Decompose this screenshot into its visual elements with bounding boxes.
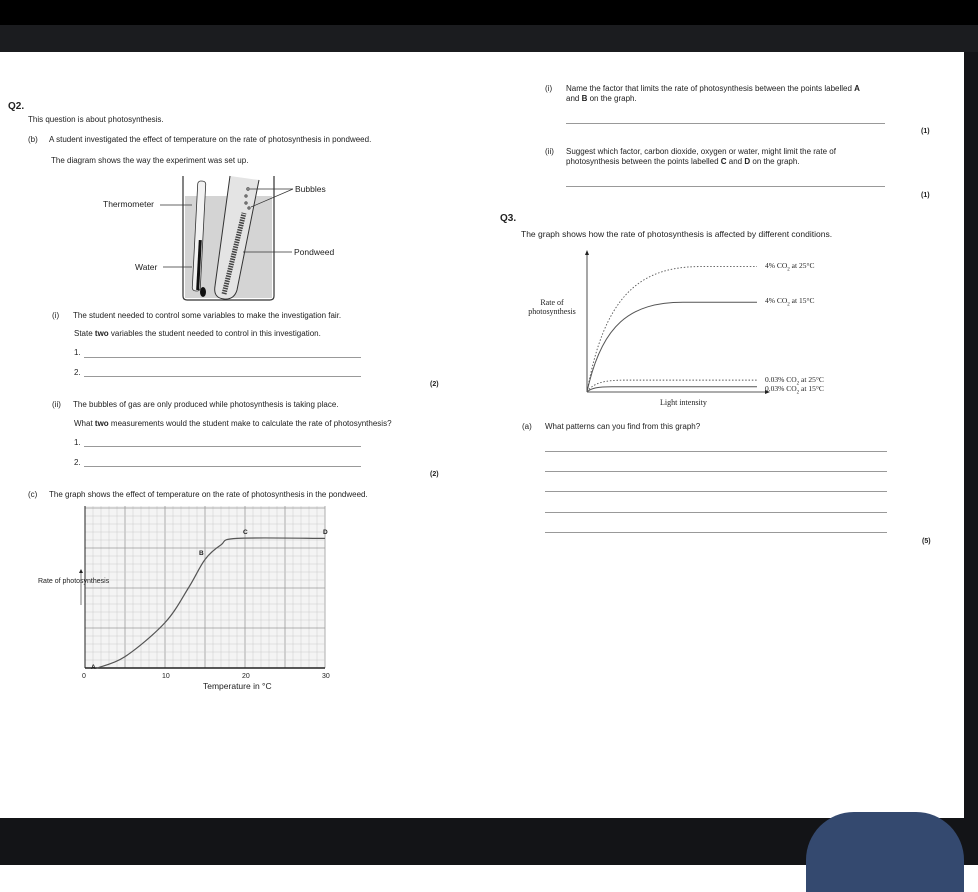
chart1-ylabel: Rate of photosynthesis bbox=[38, 578, 110, 585]
part-cii-label: (ii) bbox=[545, 147, 554, 156]
prompt-text: on the graph. bbox=[750, 157, 800, 166]
answer-number: 2. bbox=[74, 368, 81, 377]
marks-ci: (1) bbox=[921, 128, 930, 135]
chart1-xtick: 30 bbox=[322, 673, 330, 680]
part-ci-label: (i) bbox=[545, 84, 553, 93]
question-number-q3: Q3. bbox=[500, 213, 517, 224]
part-bi-text: The student needed to control some variables to make the investigation fair. bbox=[73, 311, 342, 320]
prompt-text: State bbox=[74, 329, 95, 338]
diagram-intro: The diagram shows the way the experiment was set up. bbox=[51, 156, 249, 165]
part-ci-text-2 bbox=[566, 94, 637, 104]
prompt-bold: two bbox=[94, 419, 109, 428]
answer-line-a-5[interactable] bbox=[545, 532, 887, 533]
marks-bi: (2) bbox=[430, 381, 439, 388]
prompt-text: on the graph. bbox=[587, 94, 637, 103]
series-label-text: 4% CO bbox=[765, 296, 788, 306]
part-cii-text-2 bbox=[566, 157, 800, 167]
chart1-xtick: 20 bbox=[242, 673, 250, 680]
part-b-label: (b) bbox=[28, 135, 38, 144]
series-label-text: 0.03% CO bbox=[765, 383, 797, 393]
answer-number: 1. bbox=[74, 348, 81, 357]
series-label-text: at 25°C bbox=[799, 375, 824, 385]
prompt-text: measurements would the student make to calculate the rate of photosynthesis? bbox=[108, 419, 392, 428]
subscript: 2 bbox=[796, 381, 800, 387]
question-number-q2: Q2. bbox=[8, 101, 25, 112]
answer-line-cii[interactable] bbox=[566, 186, 885, 187]
part-c-label: (c) bbox=[28, 490, 38, 499]
chart1-point-label-d: D bbox=[323, 529, 328, 537]
chart1-xtick: 10 bbox=[162, 673, 170, 680]
subscript: 2 bbox=[787, 267, 790, 273]
answer-line-a-2[interactable] bbox=[545, 471, 887, 472]
chart2-series-label bbox=[765, 261, 814, 276]
part-a-text: What patterns can you find from this graph? bbox=[545, 422, 701, 431]
answer-number: 2. bbox=[74, 458, 81, 467]
chart2-series-label bbox=[765, 381, 824, 399]
prompt-text: photosynthesis between the points labelled bbox=[566, 157, 721, 166]
label-water: Water bbox=[135, 262, 158, 272]
chart2-series-line bbox=[587, 267, 757, 392]
arrow-head-icon bbox=[79, 569, 83, 573]
answer-number: 1. bbox=[74, 438, 81, 447]
chart1-point-label-a: A bbox=[91, 663, 96, 671]
answer-line-a-3[interactable] bbox=[545, 491, 887, 492]
chart1-point-label-c: C bbox=[243, 529, 248, 537]
series-label-text: at 15°C bbox=[799, 383, 824, 393]
part-bii-text: The bubbles of gas are only produced while photosynthesis is taking place. bbox=[73, 400, 339, 409]
prompt-bold: two bbox=[94, 329, 109, 338]
prompt-text: Name the factor that limits the rate of photosynthesis between the points labelled bbox=[566, 84, 855, 93]
marks-a: (5) bbox=[922, 538, 931, 545]
chart2-series-label bbox=[765, 296, 814, 311]
subscript: 2 bbox=[787, 302, 790, 308]
series-label-text: at 25°C bbox=[789, 260, 815, 270]
answer-line-a-1[interactable] bbox=[545, 451, 887, 452]
chart2-ylabel: Rate of photosynthesis bbox=[528, 298, 576, 316]
q3-intro: The graph shows how the rate of photosynthesis is affected by different conditions. bbox=[521, 229, 833, 239]
part-ci-text bbox=[566, 84, 860, 94]
answer-line-ci[interactable] bbox=[566, 123, 885, 124]
prompt-bold: B bbox=[581, 94, 588, 103]
part-bi-label: (i) bbox=[52, 311, 60, 320]
part-cii-text: Suggest which factor, carbon dioxide, oxygen or water, might limit the rate of bbox=[566, 147, 836, 156]
prompt-bold: D bbox=[744, 157, 751, 166]
chart1-point-label-b: B bbox=[199, 550, 204, 558]
part-a-label: (a) bbox=[522, 422, 532, 431]
floating-action-button[interactable] bbox=[806, 812, 964, 892]
chart1-xlabel: Temperature in °C bbox=[203, 681, 272, 691]
arrow-head-icon bbox=[585, 250, 589, 255]
series-label-text: 0.03% CO bbox=[765, 375, 797, 385]
series-label-text: at 15°C bbox=[789, 296, 815, 306]
prompt-text: What bbox=[74, 419, 95, 428]
label-bubbles: Bubbles bbox=[295, 184, 326, 194]
q2-intro: This question is about photosynthesis. bbox=[28, 115, 164, 124]
label-pondweed: Pondweed bbox=[294, 247, 335, 257]
chart2-series-line bbox=[587, 387, 757, 392]
label-thermometer: Thermometer bbox=[103, 199, 155, 209]
answer-line-a-4[interactable] bbox=[545, 512, 887, 513]
chart2-xlabel: Light intensity bbox=[660, 398, 707, 407]
chart2-series-line bbox=[587, 302, 757, 392]
marks-bii: (2) bbox=[430, 471, 439, 478]
part-bii-label: (ii) bbox=[52, 400, 61, 409]
part-b-text: A student investigated the effect of temperature on the rate of photosynthesis in pondweed. bbox=[49, 135, 372, 144]
prompt-bold: A bbox=[854, 84, 860, 93]
subscript: 2 bbox=[796, 390, 800, 396]
prompt-text: and bbox=[566, 94, 582, 103]
prompt-text: and bbox=[726, 157, 745, 166]
part-c-text: The graph shows the effect of temperature on the rate of photosynthesis in the pondweed. bbox=[49, 490, 368, 499]
prompt-bold: C bbox=[720, 157, 727, 166]
prompt-text: variables the student needed to control in this investigation. bbox=[108, 329, 321, 338]
marks-cii: (1) bbox=[921, 192, 930, 199]
chart2-series-line bbox=[587, 380, 757, 392]
series-label-text: 4% CO bbox=[765, 260, 788, 270]
chart1-xtick: 0 bbox=[82, 673, 86, 680]
